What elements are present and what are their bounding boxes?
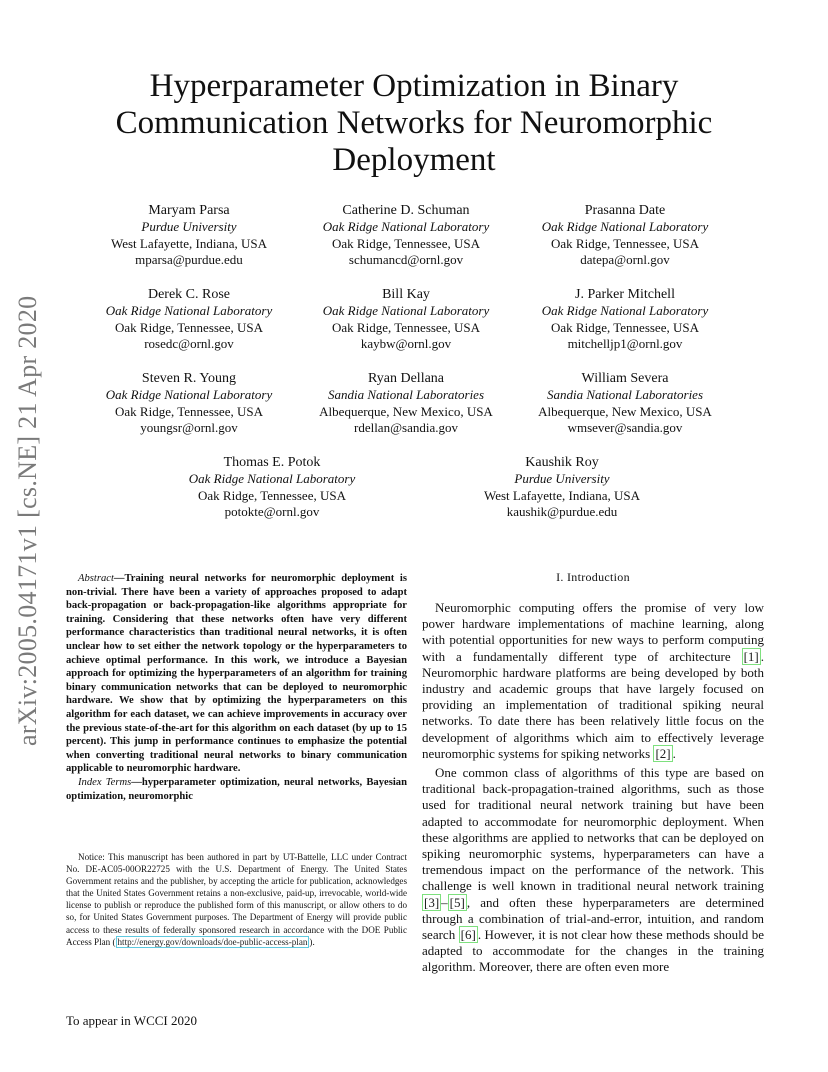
author-block (515, 202, 735, 269)
author-affiliation: Oak Ridge National Laboratory (105, 387, 273, 402)
author-affiliation: Purdue University (141, 219, 237, 234)
citation-link[interactable]: [2] (655, 745, 671, 761)
citation-link[interactable]: [6] (460, 927, 476, 943)
author-affiliation: Oak Ridge National Laboratory (541, 219, 709, 234)
author-location: Oak Ridge, Tennessee, USA (551, 235, 699, 251)
venue-footer: To appear in WCCI 2020 (66, 1013, 197, 1028)
author-email: schumancd@ornl.gov (348, 252, 464, 267)
author-email: mitchelljp1@ornl.gov (567, 336, 683, 351)
section-heading: I. Introduction (556, 570, 630, 584)
author-block (515, 370, 735, 437)
author-email: kaybw@ornl.gov (360, 336, 452, 351)
author-block (162, 454, 382, 521)
author-location: Oak Ridge, Tennessee, USA (332, 319, 480, 335)
text: , and often these hyperparameters are determined through a combination of trial-and-error, intuition, and random search (422, 894, 764, 943)
author-block (452, 454, 672, 521)
notice-end: ). (309, 936, 315, 947)
text: . Neuromorphic hardware platforms are being developed by both industry and academic groups that have largely focused on providing an implementation of traditional spiking neural networks. To date there has been relatively little focus on the development of algorithms which aim to effectively leverage neuromorphic systems for spiking networks (422, 648, 764, 761)
abstract (66, 572, 407, 803)
author-affiliation: Oak Ridge National Laboratory (322, 303, 490, 318)
index-terms-label: Index Terms (78, 776, 132, 788)
author-name: Maryam Parsa (148, 203, 230, 218)
author-email: rdellan@sandia.gov (353, 420, 459, 435)
paragraph (422, 600, 764, 762)
paragraph (422, 765, 764, 976)
author-location: Oak Ridge, Tennessee, USA (115, 403, 263, 419)
citation-link[interactable]: [1] (743, 648, 759, 664)
text: One common class of algorithms of this type are based on traditional back-propagation-trained algorithms, such as those used for traditional neural network training but have been adapted to accommodate for neuromorphic deployment. When these algorithms are applied to networks that can be deployed on spiking neuromorphic systems, hyperparameters can have a tremendous impact on the performance of the network. This challenge is well known in traditional neural network training (422, 765, 764, 894)
text: . (672, 745, 676, 761)
author-location: Oak Ridge, Tennessee, USA (551, 319, 699, 335)
author-email: rosedc@ornl.gov (144, 336, 234, 351)
author-name: Ryan Dellana (367, 371, 445, 386)
citation-link[interactable]: [5] (449, 894, 465, 910)
author-name: Steven R. Young (141, 371, 237, 386)
author-name: Prasanna Date (584, 203, 666, 218)
author-block (79, 370, 299, 437)
author-block (296, 286, 516, 353)
author-location: Albequerque, New Mexico, USA (538, 403, 712, 419)
copyright-notice (66, 851, 407, 948)
author-email: youngsr@ornl.gov (140, 420, 238, 435)
author-name: Catherine D. Schuman (342, 203, 470, 218)
author-block (79, 202, 299, 269)
text: – (441, 894, 448, 910)
author-name: J. Parker Mitchell (575, 287, 675, 302)
notice-text: Notice: This manuscript has been authored in part by UT-Battelle, LLC under Contract No. DE-AC05-00OR22725 with the U.S. Department of Energy. The United States Government retains and the publisher, by accepting the article for publication, acknowledges that the United States Government retains a non-exclusive, paid-up, irrevocable, world-wide license to publish or reproduce the published form of this manuscript, or allow others to do so, for United States Government purposes. The Department of Energy will provide public access to these results of federally sponsored research in accordance with the DOE Public Access Plan ( (66, 852, 407, 947)
author-block (296, 370, 516, 437)
author-affiliation: Purdue University (514, 471, 610, 486)
author-email: potokte@ornl.gov (224, 504, 320, 519)
author-location: Oak Ridge, Tennessee, USA (332, 235, 480, 251)
author-email: datepa@ornl.gov (580, 252, 670, 267)
author-name: Thomas E. Potok (223, 455, 321, 470)
citation-link[interactable]: [3] (424, 894, 440, 910)
author-email: wmsever@sandia.gov (567, 420, 683, 435)
author-location: Albequerque, New Mexico, USA (319, 403, 493, 419)
author-location: West Lafayette, Indiana, USA (111, 235, 267, 251)
author-affiliation: Sandia National Laboratories (327, 387, 485, 402)
author-name: William Severa (581, 371, 669, 386)
index-terms-text: —hyperparameter optimization, neural networks, Bayesian optimization, neuromorphic (66, 776, 407, 802)
author-block (79, 286, 299, 353)
arxiv-sidebar-id: arXiv:2005.04171v1 [cs.NE] 21 Apr 2020 (13, 295, 42, 747)
author-email: mparsa@purdue.edu (135, 252, 243, 267)
author-location: Oak Ridge, Tennessee, USA (198, 487, 346, 503)
paper-title: Hyperparameter Optimization in Binary Communication Networks for Neuromorphic Deployment (115, 68, 713, 178)
text: Neuromorphic computing offers the promise of very low power hardware implementations of machine learning, along with potential opportunities for new ways to perform computing with a fundamentally different type of architecture (422, 600, 764, 664)
text: . However, it is not clear how these methods should be adapted to accommodate for the changes in the training algorithm. Moreover, there are often even more (422, 927, 764, 975)
author-location: Oak Ridge, Tennessee, USA (115, 319, 263, 335)
author-name: Kaushik Roy (525, 455, 599, 470)
author-block (296, 202, 516, 269)
introduction-body (422, 600, 764, 979)
doe-access-plan-link[interactable]: http://energy.gov/downloads/doe-public-access-plan (117, 936, 308, 947)
author-email: kaushik@purdue.edu (506, 504, 618, 519)
author-affiliation: Oak Ridge National Laboratory (541, 303, 709, 318)
abstract-label: Abstract (78, 573, 114, 584)
author-name: Bill Kay (382, 287, 430, 302)
author-location: West Lafayette, Indiana, USA (484, 487, 640, 503)
author-affiliation: Oak Ridge National Laboratory (322, 219, 490, 234)
abstract-text: —Training neural networks for neuromorphic deployment is non-trivial. There have been a variety of approaches proposed to adapt back-propagation or back-propagation-like algorithms appropriate for training. Considering that these networks often have very different performance characteristics than traditional neural networks, it is often unclear how to set either the network topology or the hyperparameters to achieve optimal performance. In this work, we introduce a Bayesian approach for optimizing the hyperparameters of an algorithm for training binary communication networks that can be deployed to neuromorphic hardware. We show that by optimizing the hyperparameters on this algorithm for each dataset, we can achieve improvements in accuracy over the previous state-of-the-art for this algorithm on each dataset (by up to 15 percent). This jump in performance continues to emphasize the potential when converting traditional neural networks to binary communication applicable to neuromorphic hardware. (66, 573, 407, 775)
author-affiliation: Oak Ridge National Laboratory (188, 471, 356, 486)
author-affiliation: Oak Ridge National Laboratory (105, 303, 273, 318)
author-name: Derek C. Rose (147, 287, 231, 302)
author-block (515, 286, 735, 353)
author-affiliation: Sandia National Laboratories (546, 387, 704, 402)
